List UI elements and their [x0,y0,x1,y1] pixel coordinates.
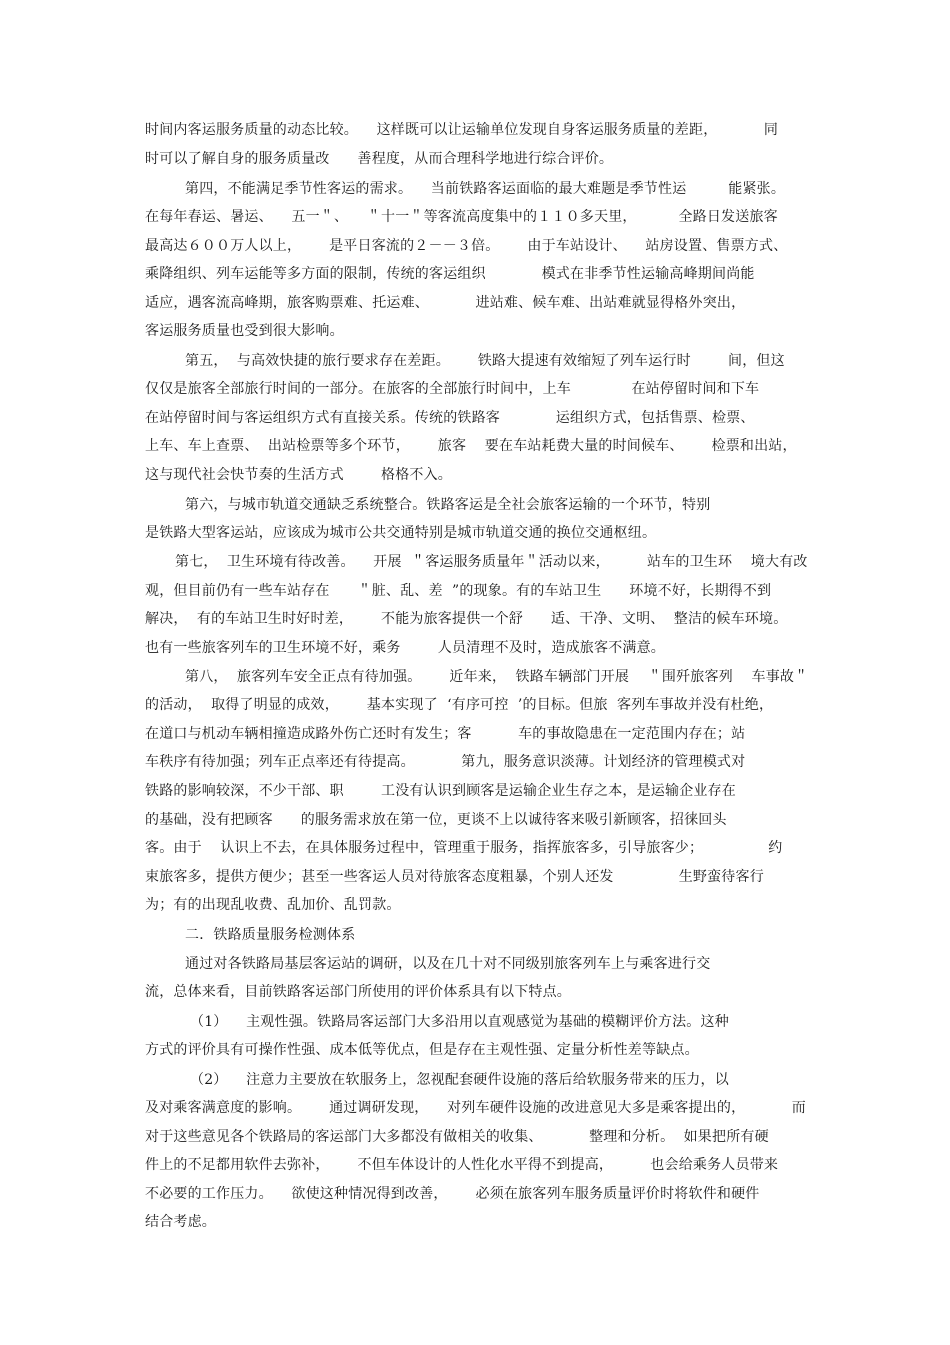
text-line: 件上的不足都用软件去弥补， 不但车体设计的人性化水平得不到提高， 也会给乘务人员带来 [145,1157,779,1173]
text-line: 在站停留时间与客运组织方式有直接关系。传统的铁路客 运组织方式，包括售票、检票、 [145,410,755,426]
text-line: 通过对各铁路局基层客运站的调研，以及在几十对不同级别旅客列车上与乘客进行交 [185,956,711,972]
text-line: 最高达６００万人以上， 是平日客流的２－－３倍。 由于车站设计、 站房设置、售票方式、 [145,238,788,254]
text-line: （2） 注意力主要放在软服务上，忽视配套硬件设施的落后给软服务带来的压力，以 [190,1072,729,1088]
text-line: 第四，不能满足季节性客运的需求。 当前铁路客运面临的最大难题是季节性运 能紧张。 [185,181,786,197]
text-line: 乘降组织、列车运能等多方面的限制，传统的客运组织 模式在非季节性运输高峰期间尚能 [145,266,755,282]
text-line: 为；有的出现乱收费、乱加价、乱罚款。 [145,897,401,913]
text-line: 也有一些旅客列车的卫生环境不好，乘务 人员清理不及时，造成旅客不满意。 [145,640,665,656]
text-line: 第五， 与高效快捷的旅行要求存在差距。 铁路大提速有效缩短了列车运行时 间，但这 [185,353,785,369]
text-line: 对于这些意见各个铁路局的客运部门大多都没有做相关的收集、 整理和分析。 如果把所有硬 [145,1129,769,1145]
text-line: 在道口与机动车辆相撞造成路外伤亡还时有发生；客 车的事故隐患在一定范围内存在；站 [145,726,746,742]
text-line: 在每年春运、暑运、 五一＂、 ＂十一＂等客流高度集中的１１０多天里， 全路日发送旅客 [145,209,778,225]
text-line: 客。由于 认识上不去，在具体服务过程中，管理重于服务，指挥旅客多，引导旅客少； 约 [145,840,783,856]
text-line: 铁路的影响较深，不少干部、职 工没有认识到顾客是运输企业生存之本，是运输企业存在 [145,783,736,799]
text-line: 束旅客多，提供方便少；甚至一些客运人员对待旅客态度粗暴，个别人还发 生野蛮待客行 [145,869,764,885]
text-line: 上车、车上查票、 出站检票等多个环节， 旅客 要在车站耗费大量的时间候车、 检票和出站， [145,438,797,454]
text-line: 及对乘客满意度的影响。 通过调研发现， 对列车硬件设施的改进意见大多是乘客提出的， 而 [145,1100,807,1116]
text-line: 方式的评价具有可操作性强、成本低等优点，但是存在主观性强、定量分析性差等缺点。 [145,1042,699,1058]
text-line: 流，总体来看，目前铁路客运部门所使用的评价体系具有以下特点。 [145,984,571,1000]
text-line: 不必要的工作压力。 欲使这种情况得到改善， 必须在旅客列车服务质量评价时将软件和硬件 [145,1186,760,1202]
text-line: 解决， 有的车站卫生时好时差， 不能为旅客提供一个舒 适、干净、文明、 整洁的候车环境。 [145,611,788,627]
text-line: 观，但目前仍有一些车站存在 ＂脏、乱、差 ”的现象。有的车站卫生 环境不好，长期得不到 [145,583,772,599]
text-line: 的基础，没有把顾客 的服务需求放在第一位，更谈不上以诚待客来吸引新顾客，招徕回头 [145,812,727,828]
text-line: 时可以了解自身的服务质量改 善程度，从而合理科学地进行综合评价。 [145,151,614,167]
text-line: 时间内客运服务质量的动态比较。 这样既可以让运输单位发现自身客运服务质量的差距， 同 [145,122,779,138]
text-line: 第七， 卫生环境有待改善。 开展 ＂客运服务质量年＂活动以来， 站车的卫生环 境大有改 [175,554,808,570]
text-line: 是铁路大型客运站，应该成为城市公共交通特别是城市轨道交通的换位交通枢纽。 [145,525,657,541]
text-line: 结合考虑。 [145,1214,216,1230]
text-line: 第六，与城市轨道交通缺乏系统整合。铁路客运是全社会旅客运输的一个环节，特别 [185,497,711,513]
text-line: 这与现代社会快节奏的生活方式 格格不入。 [145,467,453,483]
text-line: 的活动， 取得了明显的成效， 基本实现了 ‘有序可控 ’的目标。但旅 客列车事故并没有杜绝， [145,697,774,713]
text-line: 客运服务质量也受到很大影响。 [145,323,344,339]
text-line: 适应，遇客流高峰期，旅客购票难、托运难、 进站难、候车难、出站难就显得格外突出， [145,295,746,311]
text-line: （1） 主观性强。铁路局客运部门大多沿用以直观感觉为基础的模糊评价方法。这种 [190,1014,729,1030]
text-line: 车秩序有待加强；列车正点率还有待提高。 第九，服务意识淡薄。计划经济的管理模式对 [145,754,746,770]
text-line: 仅仅是旅客全部旅行时间的一部分。在旅客的全部旅行时间中，上车 在站停留时间和下车 [145,381,760,397]
section-heading: 二．铁路质量服务检测体系 [185,927,356,943]
text-line: 第八， 旅客列车安全正点有待加强。 近年来， 铁路车辆部门开展 ＂围歼旅客列 车事故＂ [185,669,809,685]
